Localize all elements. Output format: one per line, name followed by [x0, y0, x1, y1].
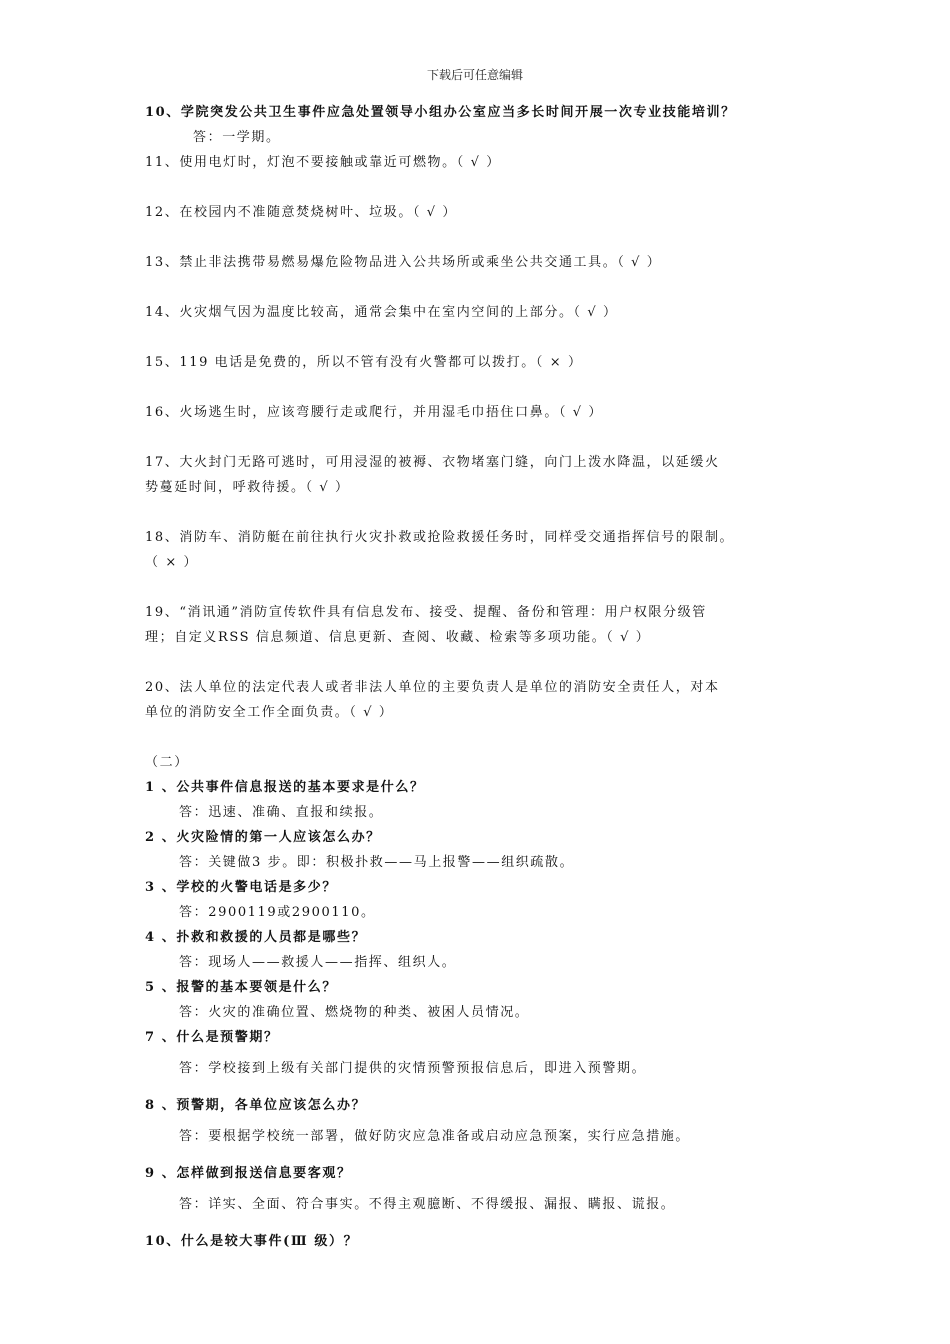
statement-18: 18、消防车、消防艇在前往执行火灾扑救或抢险救援任务时，同样受交通指挥信号的限制。: [145, 530, 735, 545]
statement-11: 11、使用电灯时，灯泡不要接触或靠近可燃物。（ √ ）: [145, 155, 501, 170]
statement-14: 14、火灾烟气因为温度比较高，通常会集中在室内空间的上部分。（ √ ）: [145, 305, 618, 320]
qa-answer-9: 答：详实、全面、符合事实。不得主观臆断、不得缓报、漏报、瞒报、谎报。: [179, 1197, 676, 1212]
qa-question-8: 8 、预警期，各单位应该怎么办？: [145, 1098, 367, 1113]
page-header: 下载后可任意编辑: [426, 68, 523, 82]
qa-answer-1: 答：迅速、准确、直报和续报。: [179, 805, 384, 820]
statement-12: 12、在校园内不准随意焚烧树叶、垃圾。（ √ ）: [145, 205, 457, 220]
qa-question-3: 3 、学校的火警电话是多少？: [145, 880, 337, 895]
question-10: 10、学院突发公共卫生事件应急处置领导小组办公室应当多长时间开展一次专业技能培训？: [145, 105, 736, 120]
statement-18-cont: （ × ）: [145, 555, 199, 570]
qa-question-5: 5 、报警的基本要领是什么？: [145, 980, 337, 995]
qa-question-7: 7 、什么是预警期？: [145, 1030, 279, 1045]
statement-17-cont: 势蔓延时间，呼救待援。（ √ ）: [145, 480, 350, 495]
qa-question-9: 9 、怎样做到报送信息要客观？: [145, 1166, 352, 1181]
qa-answer-7: 答：学校接到上级有关部门提供的灾情预警预报信息后，即进入预警期。: [179, 1061, 647, 1076]
qa-answer-8: 答：要根据学校统一部署，做好防灾应急准备或启动应急预案，实行应急措施。: [179, 1129, 691, 1144]
statement-19: 19、“消讯通”消防宣传软件具有信息发布、接受、提醒、备份和管理：用户权限分级管: [145, 605, 707, 620]
qa-answer-5: 答：火灾的准确位置、燃烧物的种类、被困人员情况。: [179, 1005, 530, 1020]
section-title: （二）: [145, 755, 189, 770]
statement-20: 20、法人单位的法定代表人或者非法人单位的主要负责人是单位的消防安全责任人，对本: [145, 680, 720, 695]
qa-answer-2: 答：关键做3 步。即：积极扑救——马上报警——组织疏散。: [179, 855, 575, 870]
statement-15: 15、119 电话是免费的，所以不管有没有火警都可以拨打。（ × ）: [145, 355, 583, 370]
statement-13: 13、禁止非法携带易燃易爆危险物品进入公共场所或乘坐公共交通工具。（ √ ）: [145, 255, 662, 270]
qa-answer-3: 答：2900119或2900110。: [179, 905, 376, 920]
qa-answer-4: 答：现场人——救援人——指挥、组织人。: [179, 955, 457, 970]
qa-question-1: 1 、公共事件信息报送的基本要求是什么？: [145, 780, 425, 795]
statement-19-cont: 理；自定义RSS 信息频道、信息更新、查阅、收藏、检索等多项功能。（ √ ）: [145, 630, 651, 645]
answer-10: 答：一学期。: [193, 130, 281, 145]
statement-17: 17、大火封门无路可逃时，可用浸湿的被褥、衣物堵塞门缝，向门上泼水降温，以延缓火: [145, 455, 720, 470]
statement-16: 16、火场逃生时，应该弯腰行走或爬行，并用湿毛巾捂住口鼻。（ √ ）: [145, 405, 603, 420]
qa-question-2: 2 、火灾险情的第一人应该怎么办？: [145, 830, 381, 845]
statement-20-cont: 单位的消防安全工作全面负责。（ √ ）: [145, 705, 394, 720]
qa-question-10: 10、什么是较大事件(Ⅲ 级）？: [145, 1234, 359, 1249]
document-body: [145, 100, 825, 1254]
qa-question-4: 4 、扑救和救援的人员都是哪些？: [145, 930, 367, 945]
